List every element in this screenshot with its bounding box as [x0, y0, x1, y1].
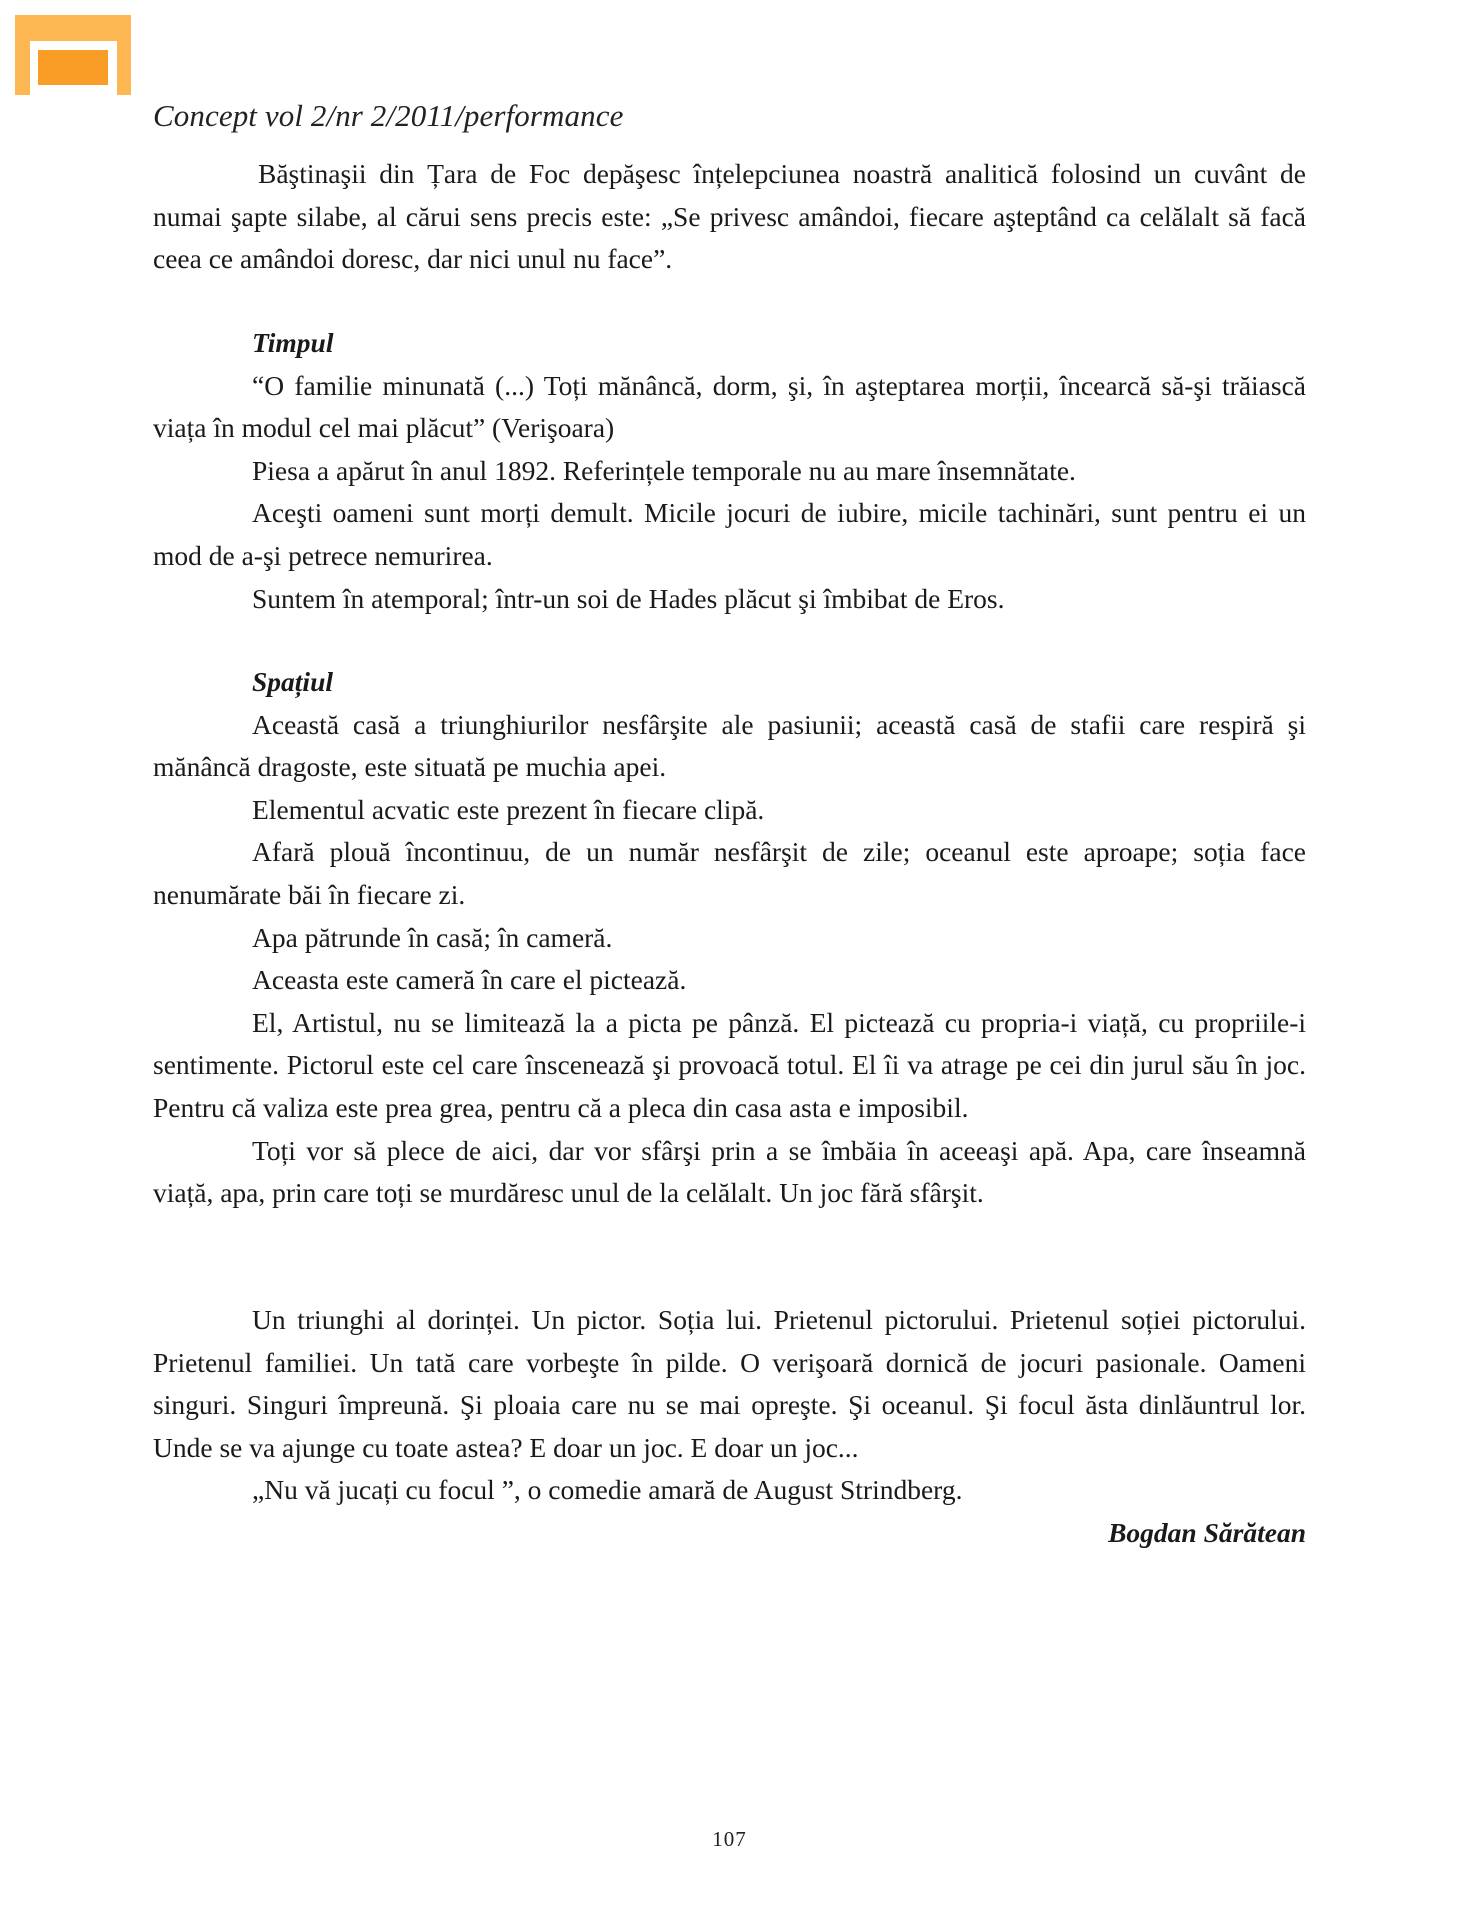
paragraph: Aceşti oameni sunt morți demult. Micile jocuri de iubire, micile tachinări, sunt pentru ei un mod de a-şi petrece nemurirea. [153, 497, 1306, 571]
paragraph: “O familie minunată (...) Toți mănâncă, dorm, şi, în aşteptarea morții, încearcă să-şi trăiască viața în modul cel mai plăcut” (Verişoara) [153, 369, 1306, 444]
paragraph: Toți vor să plece de aici, dar vor sfârşi prin a se îmbăia în aceeaşi apă. Apa, care înseamnă viață, apa, prin care toți se murdăresc unul de la celălalt. Un joc fără sfârşit. [153, 1134, 1306, 1209]
closing-block [153, 1299, 1306, 1555]
page-number: 107 [712, 1827, 747, 1851]
section-time [153, 322, 1306, 620]
author-signature: Bogdan Sărătean [1108, 1516, 1306, 1548]
intro-block [153, 153, 1306, 281]
paragraph: El, Artistul, nu se limitează la a picta pe pânză. El pictează cu propria-i viață, cu propriile-i sentimente. Pictorul este cel care înscenează şi provoacă totul. El îi va atrage pe cei din jurul său în joc. Pentru că valiza este prea grea, pentru că a pleca din casa asta e imposibil. [153, 1006, 1306, 1123]
paragraph: Această casă a triunghiurilor nesfârşite ale pasiunii; această casă de stafii care respiră şi mănâncă dragoste, este situată pe muchia apei. [153, 708, 1306, 783]
logo-inner-square [38, 50, 108, 85]
intro-paragraph: Băştinaşii din Țara de Foc depăşesc înțelepciunea noastră analitică folosind un cuvânt de numai şapte silabe, al cărui sens precis este: „Se privesc amândoi, fiecare aşteptând ca celălalt să facă ceea ce amândoi doresc, dar nici unul nu face”. [153, 158, 1306, 275]
section-heading-space: Spațiul [252, 666, 334, 697]
journal-logo [15, 15, 131, 95]
paragraph: „Nu vă jucați cu focul ”, o comedie amară de August Strindberg. [252, 1474, 963, 1506]
paragraph: Aceasta este cameră în care el pictează. [252, 964, 687, 996]
section-heading-time: Timpul [252, 327, 334, 358]
paragraph: Afară plouă încontinuu, de un număr nesfârşit de zile; oceanul este aproape; soția face nenumărate băi în fiecare zi. [153, 836, 1306, 910]
running-title: Concept vol 2/nr 2/2011/performance [153, 98, 624, 133]
paragraph: Un triunghi al dorinței. Un pictor. Soția lui. Prietenul pictorului. Prietenul soției pictorului. Prietenul familiei. Un tată care vorbeşte în pilde. O verişoară dornică de jocuri pasionale. Oameni singuri. Singuri împreună. Şi ploaia care nu se mai opreşte. Şi oceanul. Şi focul ăsta dinlăuntrul lor. Unde se va ajunge cu toate astea? E doar un joc. E doar un joc... [153, 1304, 1306, 1463]
paragraph: Suntem în atemporal; într-un soi de Hades plăcut şi îmbibat de Eros. [252, 582, 1005, 614]
paragraph: Elementul acvatic este prezent în fiecare clipă. [252, 793, 765, 825]
paragraph: Apa pătrunde în casă; în cameră. [252, 921, 613, 953]
paragraph: Piesa a apărut în anul 1892. Referințele temporale nu au mare însemnătate. [252, 454, 1076, 486]
section-space [153, 661, 1306, 1215]
